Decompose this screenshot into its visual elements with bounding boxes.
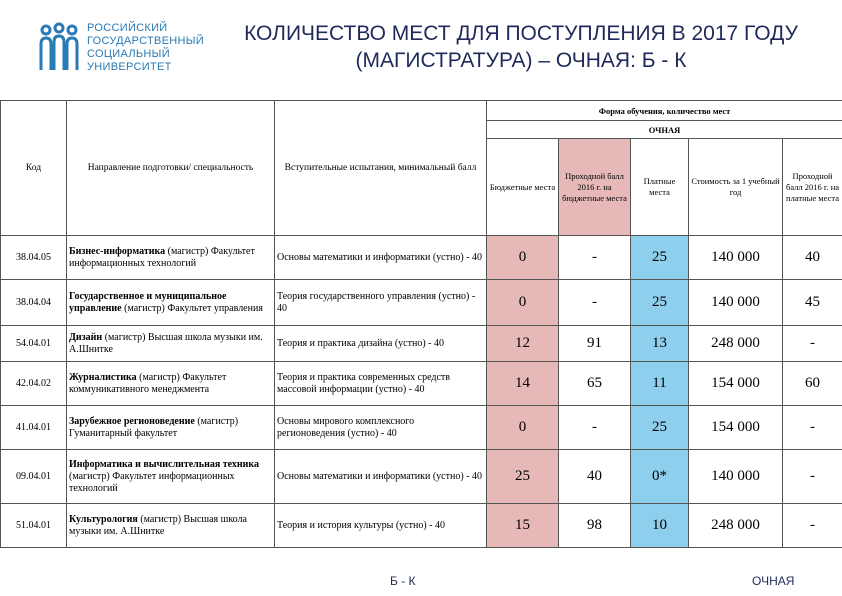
header-mode: ОЧНАЯ: [487, 121, 842, 139]
cell-program: [67, 504, 275, 548]
cell-code: 54.04.01: [1, 326, 67, 362]
header-pass-budget: Проходной балл 2016 г. на бюджетные места: [559, 139, 631, 236]
header-form: Форма обучения, количество мест: [487, 101, 842, 121]
cell-pass-budget: -: [559, 236, 631, 280]
cell-cost: 140 000: [689, 450, 783, 504]
cell-budget: 15: [487, 504, 559, 548]
cell-budget: 12: [487, 326, 559, 362]
cell-cost: 248 000: [689, 326, 783, 362]
program-details: (магистр) Гуманитарный факультет: [69, 415, 239, 439]
cell-pass-paid: 60: [783, 362, 842, 406]
cell-paid: 25: [631, 236, 689, 280]
cell-paid: 10: [631, 504, 689, 548]
program-name: Зарубежное регионоведение: [69, 415, 195, 427]
program-details: (магистр) Факультет управления: [121, 302, 263, 314]
cell-exam: Основы математики и информатики (устно) - 40: [275, 236, 487, 280]
program-name: Культурология: [69, 513, 138, 525]
cell-pass-paid: -: [783, 326, 842, 362]
cell-cost: 248 000: [689, 504, 783, 548]
header-row-form: [1, 101, 842, 121]
cell-code: 41.04.01: [1, 406, 67, 450]
cell-code: 38.04.04: [1, 280, 67, 326]
program-details: (магистр) Факультет информационных технологий: [69, 245, 255, 269]
university-logo: [8, 16, 204, 82]
logo-line: ГОСУДАРСТВЕННЫЙ: [87, 35, 204, 47]
cell-pass-paid: -: [783, 450, 842, 504]
cell-paid: 25: [631, 406, 689, 450]
cell-budget: 14: [487, 362, 559, 406]
cell-program: [67, 236, 275, 280]
program-details: (магистр) Высшая школа музыки им. А.Шнитке: [69, 331, 263, 355]
header-paid: Платные места: [631, 139, 689, 236]
table-row: [1, 504, 842, 548]
cell-cost: 154 000: [689, 406, 783, 450]
table-row: [1, 236, 842, 280]
program-name: Государственное и муниципальное управление: [69, 290, 227, 314]
admission-table: [0, 100, 842, 548]
cell-exam: Теория государственного управления (устно) - 40: [275, 280, 487, 326]
cell-pass-paid: 45: [783, 280, 842, 326]
cell-program: [67, 280, 275, 326]
program-details: (магистр) Высшая школа музыки им. А.Шнитке: [69, 513, 247, 537]
cell-pass-budget: 65: [559, 362, 631, 406]
cell-paid: 13: [631, 326, 689, 362]
cell-paid: 11: [631, 362, 689, 406]
table-row: [1, 326, 842, 362]
logo-line: РОССИЙСКИЙ: [87, 22, 168, 34]
header-program: Направление подготовки/ специальность: [67, 101, 275, 236]
cell-pass-budget: 98: [559, 504, 631, 548]
title-line-2: (МАГИСТРАТУРА) – ОЧНАЯ: Б - К: [355, 49, 687, 72]
cell-cost: 154 000: [689, 362, 783, 406]
cell-exam: Теория и практика дизайна (устно) - 40: [275, 326, 487, 362]
cell-pass-paid: 40: [783, 236, 842, 280]
cell-pass-budget: 40: [559, 450, 631, 504]
table-row: [1, 450, 842, 504]
cell-program: [67, 362, 275, 406]
cell-exam: Основы мирового комплексного регионоведения (устно) - 40: [275, 406, 487, 450]
cell-budget: 0: [487, 280, 559, 326]
cell-cost: 140 000: [689, 236, 783, 280]
cell-pass-paid: -: [783, 406, 842, 450]
cell-program: [67, 450, 275, 504]
cell-code: 42.04.02: [1, 362, 67, 406]
cell-pass-budget: -: [559, 406, 631, 450]
program-name: Дизайн: [69, 331, 103, 343]
page-title: [200, 20, 842, 74]
cell-budget: 0: [487, 406, 559, 450]
logo-line: СОЦИАЛЬНЫЙ: [87, 48, 170, 60]
cell-program: [67, 326, 275, 362]
header-exams: Вступительные испытания, минимальный балл: [275, 101, 487, 236]
cell-paid: 25: [631, 280, 689, 326]
program-name: Бизнес-информатика: [69, 245, 166, 257]
cell-pass-budget: -: [559, 280, 631, 326]
header-code: Код: [1, 101, 67, 236]
cell-budget: 25: [487, 450, 559, 504]
table-row: [1, 406, 842, 450]
header-pass-paid: Проходной балл 2016 г. на платные места: [783, 139, 842, 236]
program-details: (магистр) Факультет информационных технологий: [69, 470, 235, 494]
cell-code: 38.04.05: [1, 236, 67, 280]
cell-exam: Основы математики и информатики (устно) - 40: [275, 450, 487, 504]
footer-range: Б - К: [390, 574, 416, 588]
cell-program: [67, 406, 275, 450]
program-name: Информатика и вычислительная техника: [69, 458, 260, 470]
logo-wordmark: [87, 22, 204, 74]
table-row: [1, 280, 842, 326]
table-row: [1, 362, 842, 406]
cell-exam: Теория и практика современных средств массовой информации (устно) - 40: [275, 362, 487, 406]
cell-pass-budget: 91: [559, 326, 631, 362]
cell-code: 51.04.01: [1, 504, 67, 548]
footer-mode: ОЧНАЯ: [752, 574, 795, 588]
header-budget: Бюджетные места: [487, 139, 559, 236]
program-details: (магистр) Факультет коммуникативного менеджмента: [69, 371, 227, 395]
cell-paid: 0*: [631, 450, 689, 504]
cell-budget: 0: [487, 236, 559, 280]
title-line-1: КОЛИЧЕСТВО МЕСТ ДЛЯ ПОСТУПЛЕНИЯ В 2017 ГОДУ: [244, 22, 798, 45]
logo-line: УНИВЕРСИТЕТ: [87, 61, 172, 73]
cell-pass-paid: -: [783, 504, 842, 548]
program-name: Журналистика: [69, 371, 137, 383]
cell-cost: 140 000: [689, 280, 783, 326]
header-cost: Стоимость за 1 учебный год: [689, 139, 783, 236]
cell-exam: Теория и история культуры (устно) - 40: [275, 504, 487, 548]
people-logo-icon: [36, 22, 82, 74]
cell-code: 09.04.01: [1, 450, 67, 504]
